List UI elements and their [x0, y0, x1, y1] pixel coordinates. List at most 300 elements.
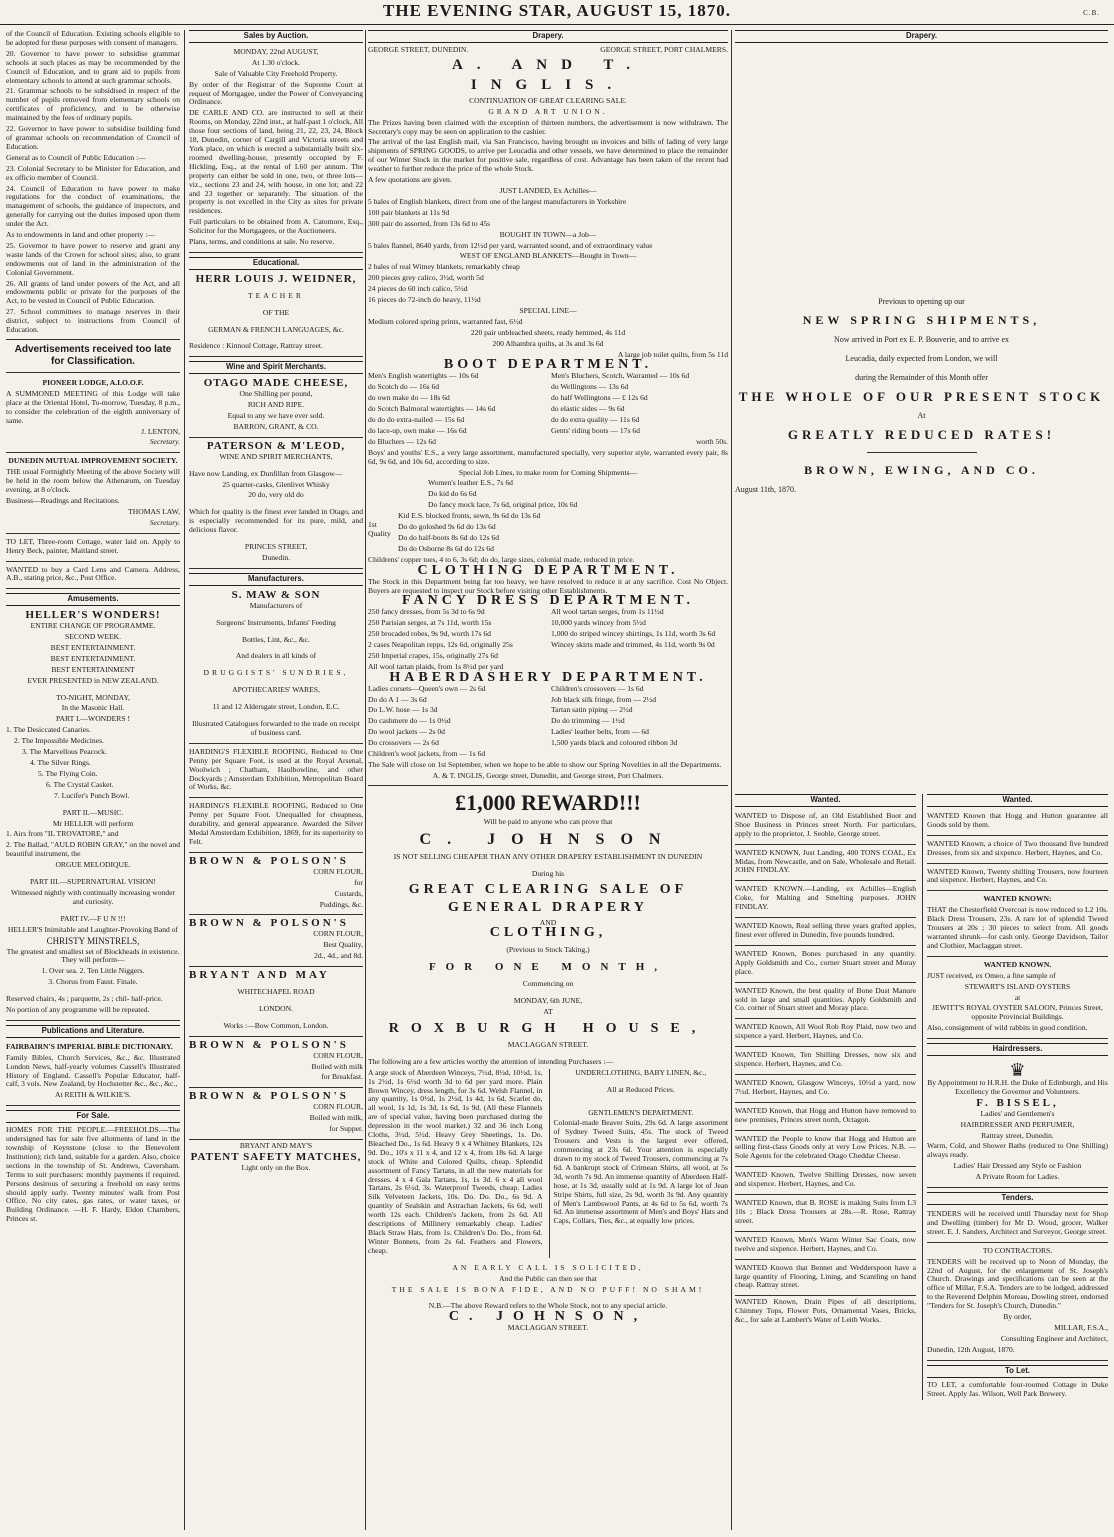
list-item: do do do extra-nailed — 15s 6d — [368, 415, 465, 424]
west-1: 2 bales of real Witney blankets, remarkably cheap — [368, 262, 520, 272]
reserved-chairs: Reserved chairs, 4s ; parquette, 2s ; chil- half-price. — [6, 994, 163, 1004]
auction-time: At 1.30 o'clock. — [251, 57, 301, 67]
not-selling: IS NOT SELLING CHEAPER THAN ANY OTHER DRAPERY ESTABLISHMENT IN DUNEDIN — [393, 851, 703, 861]
column-rule — [731, 30, 732, 1530]
just-1: 5 bales of English blankets, direct from one of the largest manufacturers in Yorkshire — [368, 196, 627, 206]
list-item: Men's English watertights — 10s 6d — [368, 371, 479, 381]
list-item: Do do A 1 — 3s 6d — [368, 694, 427, 704]
bp2-line3: 2d., 4d., and 8d. — [314, 951, 363, 961]
tender-1-text: TENDERS will be received until Thursday next for Shop and Dwelling (timber) for Mr D. Wood, grocer, Walker street. E. J. Sanders, Architect and Surveyor, George street. — [927, 1209, 1108, 1236]
clause-22: 22. Governor to have power to subsidise building fund of grammar schools on recommendation of Council of Education. — [6, 124, 180, 151]
fancy-table — [368, 608, 728, 673]
ad-hellers-wonders — [6, 609, 180, 1021]
at: AT — [543, 1006, 553, 1016]
ad-mutual-improvement — [6, 455, 180, 533]
inglis-addresses — [368, 46, 728, 55]
list-item: Wincey skirts made and trimmed, 4s 11d, worth 9s 0d — [551, 640, 715, 650]
list-item: WANTED Known, Twelve Shilling Dresses, now seven and sixpence. Herbert, Haynes, and Co. — [735, 1169, 916, 1195]
wonder-6: 6. The Crystal Casket. — [46, 779, 114, 789]
during-his: During his — [531, 868, 565, 878]
ad-bryant-may — [189, 969, 363, 1037]
corner-mark: C.B. — [1083, 9, 1100, 17]
boot-right-list — [551, 372, 728, 448]
maclaggan-street: MACLAGGAN STREET. — [507, 1039, 589, 1049]
mis-text: THE usual Fortnightly Meeting of the above Society will be held in the room below the Athenæum, on Tuesday evening, at 8 o'clock. — [6, 467, 180, 495]
boys-youths: Boys' and youths' E.S., a very large assortment, manufactured specially, very superior style, warranted every pair, 8s 6d, 9s 6d, and 10s 6d, according to size. — [368, 447, 728, 466]
part-3: PART III.—SUPERNATURAL VISION! — [30, 877, 156, 887]
section-publications: Publications and Literature. — [6, 1025, 180, 1038]
bissel-baths: Warm, Cold, and Shower Baths (reduced to One Shilling) always ready. — [927, 1141, 1108, 1160]
ad-pioneer-lodge — [6, 377, 180, 453]
wonder-7: 7. Lucifer's Punch Bowl. — [54, 790, 130, 800]
wanted-left-column — [735, 794, 916, 1400]
wk2-title: WANTED KNOWN. — [983, 959, 1052, 969]
bp3-line3: for Breakfast. — [321, 1072, 363, 1082]
masthead-title: THE EVENING STAR, AUGUST 15, 1870. — [383, 1, 731, 20]
for-one-month: FOR ONE MONTH, — [428, 961, 668, 974]
boot-left-list — [368, 372, 545, 448]
lodge-text: A SUMMONED MEETING of this Lodge will take place at the Oriental Hotel, To-morrow, Tuesday, 8 p.m., to consider the celebration of the eighth anniversary of same. — [6, 388, 180, 425]
column-2 — [189, 30, 363, 1532]
clause-25: 25. Governor to have power to reserve and grant any waste lands of the Crown for school sites; also, to grant endowments out of land in the administration of the Colonial Government. — [6, 240, 180, 277]
mis-signature: THOMAS LAW, — [128, 506, 180, 516]
mis-business: Business—Readings and Recitations. — [6, 495, 120, 505]
list-item: WANTED Known, Men's Warm Winter Sac Coats, now twelve and sixpence. Herbert, Haynes, and Co. — [735, 1234, 916, 1260]
list-item: 1,000 do striped wincey shirtings, 1s 11d, worth 3s 6d — [551, 629, 716, 639]
list-item: Do do half-boots 8s 6d do 12s 6d — [398, 532, 500, 542]
second-week: SECOND WEEK. — [65, 632, 121, 642]
list-item: do half Wellingtons — £ 12s 6d — [551, 393, 648, 403]
bissel-ladies: Ladies' and Gentlemen's — [980, 1108, 1055, 1118]
wonder-4: 4. The Silver Rings. — [30, 758, 91, 767]
haberdashery-table — [368, 685, 728, 761]
bp4-line1: CORN FLOUR, — [313, 1102, 363, 1112]
list-item: WANTED KNOWN, Just Landing, 400 TONS COAL, Ex Midas, from Newcastle, and on Sale, Wholesale and Retail. JOHN FINDLAY. — [735, 847, 916, 882]
reduced-prices: All at Reduced Prices. — [606, 1084, 675, 1094]
council-intro: of the Council of Education. Existing schools eligible to be adopted for these purposes with consent of managers. — [6, 30, 180, 47]
west-4: 16 pieces do 72-inch do heavy, 11½d — [368, 295, 481, 305]
ad-brown-ewing — [735, 296, 1108, 495]
list-item: do Wellingtons — 13s 6d — [551, 382, 629, 392]
just-3: 300 pair do assorted, from 13s 6d to 45s — [368, 218, 491, 228]
ad-fairbairn — [6, 1041, 180, 1106]
list-item: WANTED Known, the best quality of Bone Dust Manure sold in large and small quantities. Apply Goldsmith and Co. corner of Stuart street and Moray place. — [735, 985, 916, 1020]
paterson-title: PATERSON & M'LEOD, — [206, 439, 346, 452]
great-clearing-sale: GREAT CLEARING SALE OF GENERAL DRAPERY — [408, 881, 688, 915]
lodge-title: PIONEER LODGE, A.I.O.O.F. — [42, 378, 144, 387]
decarle-plans: Plans, terms, and conditions at sale. No reserve. — [189, 237, 335, 247]
bp1-line3: Custards, — [334, 888, 363, 898]
heller-inimitable: HELLER'S Inimitable and Laughter-Provoking Band of — [7, 924, 179, 934]
harding-2-text: HARDING'S FLEXIBLE ROOFING, Reduced to One Penny per Square Foot. Unequalled for cheapness, durability, and general appearance. Awarded the Silver Medal Amsterdam Exhibition, 1869, for its superiority to Felt. — [189, 801, 363, 846]
boot-department: BOOT DEPARTMENT. — [443, 357, 653, 373]
wk-text: THAT the Chesterfield Overcoat is now reduced to L2 10s. Black Dress Trousers, 23s. A rare lot of splendid Tweed Trousers at 20s ; 30 pieces to select from. All goods warranted shrunk—for cash only. George Davidson, Tailor and Clothier, Maclaggan street. — [927, 905, 1108, 950]
bissel-private: A Private Room for Ladies. — [975, 1172, 1060, 1182]
wk2-text: JUST received, ex Omeo, a fine sample of — [927, 970, 1056, 980]
bp1-title: BROWN & POLSON'S — [189, 854, 349, 867]
womens-fancy: Do fancy mock lace, 7s 6d, original price, 10s 6d — [428, 500, 578, 510]
bissel-name: F. BISSEL, — [976, 1096, 1059, 1109]
section-amusements: Amusements. — [6, 593, 180, 606]
list-item: Ladies corsets—Queen's own — 2s 6d — [368, 683, 486, 693]
otago-firm: BARRON, GRANT, & CO. — [233, 421, 319, 431]
previous-opening: Previous to opening up our — [878, 296, 965, 306]
bp4-line3: for Supper. — [329, 1124, 363, 1134]
wonder-1: 1. The Desiccated Canaries. — [6, 725, 91, 735]
maw-dealers: And dealers in all kinds of — [235, 651, 317, 661]
monday-june: MONDAY, 6th JUNE, — [513, 996, 583, 1006]
johnson-articles — [368, 1069, 728, 1258]
list-item: WANTED Known, that B. ROSE is making Suits from L3 10s ; Black Dress Trousers at 28s.—R. Rose, Rattray street. — [735, 1197, 916, 1232]
saloon: JEWITT'S ROYAL OYSTER SALOON, Princes Street, opposite Provincial Buildings. — [932, 1003, 1103, 1022]
gentlemens-department: GENTLEMEN'S DEPARTMENT. — [588, 1107, 694, 1117]
ad-bissel — [927, 1059, 1108, 1188]
list-item: Men's Bluchers, Scotch, Warranted — 10s 6d — [551, 371, 690, 381]
list-item: 250 brocaded robes, 9s 9d, worth 17s 6d — [368, 629, 491, 639]
column-4 — [735, 30, 1108, 1532]
list-item: Ladies' leather belts, from — 6d — [551, 727, 649, 737]
list-item: WANTED Known, Drain Pipes of all descriptions, Chimney Tops, Flower Pots, Ornamental Vases, Bricks, &c., for sale at Lambert's Water of Leith Works. — [735, 1297, 916, 1325]
bm-road: WHITECHAPEL ROAD — [237, 986, 315, 996]
bissel-ladies-hair: Ladies' Hair Dressed any Style or Fashion — [953, 1161, 1082, 1171]
reward-title: £1,000 REWARD!!! — [455, 789, 641, 815]
decarle-particulars: Full particulars to be obtained from A. Catomore, Esq., Solicitor for the Mortgagees, or the Auctioneers. — [189, 217, 363, 236]
copper-toes: Childrens' copper toes, 4 to 6, 3s 6d; do do, large sizes, colonial made, reduced in price. — [368, 554, 635, 564]
heller-perform: Mr HELLER will perform — [52, 818, 134, 828]
maw-catalogues: Illustrated Catalogues forwarded to the trade on receipt of business card. — [192, 719, 360, 737]
commencing: Commencing on — [522, 979, 574, 989]
list-item: Do wool jackets — 2s 0d — [368, 727, 445, 737]
during-remainder: during the Remainder of this Month offer — [855, 372, 988, 382]
list-item: WANTED Known, All Wool Rob Roy Plaid, now two and sixpence a yard. Herbert, Haynes, and Co. — [735, 1021, 916, 1047]
list-item: Tartan satin piping — 2½d — [551, 705, 633, 715]
list-item: 1,500 yards black and coloured ribbon 3d — [551, 738, 678, 748]
clothing-text: The Stock in this Department being far too heavy, we have resolved to reduce it at any sacrifice. Cost No Object. Buyers are requested to inspect our Stock before visiting other Establishments. — [368, 576, 728, 595]
best-3: BEST ENTERTAINMENT — [51, 664, 135, 674]
homes-for-people: HOMES FOR THE PEOPLE.—FREEHOLDS.—The undersigned has for sale five allotments of land in the township of Keynstone (close to the Benevolent Institution); rich land, suitable for a garden. Also, choice sections in the township of St. Andrews, Caversham. Terms to suit purchasers: monthly payments if required. Persons desirous of securing a freehold on easy terms should apply early. Twenty minutes' walk from Post Office. No city rates, gas rates, or water taxes, or Building Ordinance. —H. F. Hardy, Eldon Chambers, Princes st. — [6, 1125, 180, 1224]
list-item: 250 Parisian serges, at 7s 11d, worth 15s — [368, 618, 492, 628]
wk-title: WANTED KNOWN: — [983, 894, 1052, 904]
maw-druggists: DRUGGISTS' SUNDRIES, — [203, 668, 349, 678]
paterson-sub: WINE AND SPIRIT MERCHANTS, — [219, 451, 333, 461]
list-item: WANTED Known that Bennet and Wedderspoon have a large quantity of Flooring, Lining, and Scantling on hand cheap. Rattray street. — [735, 1262, 916, 1297]
paterson-city: Dunedin. — [261, 552, 291, 562]
divider — [6, 339, 180, 340]
paterson-text: Which for quality is the finest ever landed in Otago, and is especially recommended for its pure, mild, and delicious flavor. — [189, 507, 363, 535]
bm-title: BRYANT AND MAY — [189, 969, 330, 982]
bp1-line1: CORN FLOUR, — [313, 866, 363, 876]
special-1: Medium colored spring prints, warranted fast, 6½d — [368, 316, 523, 326]
bm-works: Works :—Bow Common, London. — [223, 1020, 329, 1030]
ad-tender-wood — [927, 1208, 1108, 1243]
otago-rich: RICH AND RIPE. — [247, 400, 305, 410]
section-hairdressers: Hairdressers. — [927, 1043, 1108, 1056]
nb-reward: N.B.—The above Reward refers to the Whole Stock, not to any special article. — [428, 1301, 668, 1311]
address-dunedin: GEORGE STREET, DUNEDIN. — [368, 44, 469, 54]
inglis-title: A. AND T. INGLIS. — [451, 56, 645, 93]
endowments-heading: As to endowments in land and other property :— — [6, 230, 155, 240]
tender-2-text: TENDERS will be received up to Noon of Monday, the 22nd of August, for the enlargement of St. Joseph's Church. Drawings and specifications can be seen at the office of Millar, F.S.A. Tenders are to be lodged, addressed to the Reverend Delphin Moreau, Dowling street, endorsed "Tenders for St. Joseph's Church, Dunedin." — [927, 1256, 1108, 1311]
now-arrived: Now arrived in Port ex E. P. Bouverie, and to arrive ex — [833, 334, 1010, 344]
wonder-5: 5. The Flying Coin. — [38, 768, 98, 778]
christy-minstrels: CHRISTY MINSTRELS, — [46, 935, 140, 946]
weidner-languages: GERMAN & FRENCH LANGUAGES, &c. — [208, 324, 344, 334]
arrival: The arrival of the last English mail, via San Francisco, having brought us invoices and bills of lading of very large shipments of SPRING GOODS, to arrive per Leucadia and other vessels, we have determined to place the remainder of our Winter Stock in the market for positive sale, regardless of cost. Advantage has been taken of the recent bad weather to further reduce the price of the whole Stock. — [368, 137, 728, 174]
bp4-line2: Boiled with milk, — [309, 1113, 363, 1123]
list-item: Gents' riding boots — 17s 6d — [551, 425, 640, 435]
clothing-department: CLOTHING DEPARTMENT. — [417, 562, 679, 578]
bp3-title: BROWN & POLSON'S — [189, 1038, 349, 1051]
ad-brown-polson-2 — [189, 917, 363, 967]
bissel-hairdresser: HAIRDRESSER AND PERFUMER, — [960, 1119, 1075, 1129]
tonight: TO-NIGHT, MONDAY, — [56, 692, 130, 702]
roxburgh-house: ROXBURGH HOUSE, — [388, 1020, 708, 1036]
list-item: WANTED Known, a choice of Two thousand five hundred Dresses, from six and sixpence. Herbert, Haynes, and Co. — [927, 838, 1108, 864]
section-for-sale: For Sale. — [6, 1110, 180, 1123]
tolet-duke-street: TO LET, a comfortable four-roomed Cottage in Duke Street. Apply Jas. Wilson, Well Park Brewery. — [927, 1379, 1108, 1398]
masthead — [0, 0, 1114, 25]
previous-stock: (Previous to Stock Taking,) — [506, 945, 590, 955]
bissel-rattray: Rattray street, Dunedin. — [981, 1130, 1054, 1140]
list-item: Do crossovers — 2s 6d — [368, 738, 439, 748]
wonder-3: 3. The Marvellous Peacock. — [22, 747, 107, 757]
to-contractors: TO CONTRACTORS. — [982, 1245, 1053, 1255]
address-port-chalmers: GEORGE STREET, PORT CHALMERS. — [600, 44, 728, 54]
list-item: do lace-up, own make — 16s 6d — [368, 425, 467, 435]
special-job: Special Job Lines, to make room for Coming Shipments— — [458, 467, 638, 477]
brown-ewing: BROWN, EWING, AND CO. — [804, 462, 1039, 477]
ad-brown-polson-3 — [189, 1039, 363, 1089]
grand-art-union: GRAND ART UNION. — [488, 106, 608, 116]
maclaggan-2: MACLAGGAN STREET. — [507, 1323, 589, 1333]
auction-title: Sale of Valuable City Freehold Property. — [214, 68, 338, 78]
column-rule — [365, 30, 366, 1530]
otago-price: One Shilling per pound, — [239, 389, 313, 399]
orgue: ORGUE MELODIQUE. — [55, 860, 131, 870]
ad-paterson-mleod — [189, 440, 363, 569]
new-spring: NEW SPRING SHIPMENTS, — [802, 312, 1041, 327]
column-rule — [184, 30, 185, 1530]
part-4: PART IV.—F U N !!! — [60, 913, 126, 923]
bp1-line4: Puddings, &c. — [319, 899, 363, 909]
section-wanted-left: Wanted. — [735, 794, 916, 807]
clause-24: 24. Council of Education to have power to make regulations for the conduct of examinations, the management of schools, the guidance of inspectors, and generally for carrying out the duties imposed upon them under the Act. — [6, 183, 180, 229]
bona-fide: THE SALE IS BONA FIDE, AND NO PUFF! NO SHAM! — [391, 1284, 705, 1294]
fun-2: 3. Chorus from Faust. Finale. — [48, 977, 138, 987]
by-order: By order, — [1003, 1312, 1032, 1322]
ad-otago-cheese — [189, 377, 363, 438]
mis-role: Secretary. — [149, 517, 180, 527]
greatly-reduced: GREATLY REDUCED RATES! — [787, 426, 1056, 442]
weidner-name: HERR LOUIS J. WEIDNER, — [195, 272, 357, 285]
johnson-left-items: A arge stock of Aberdeen Winceys, 7½d, 8½d, 10½d, 1s, 1s 2½d, 1s 6½d worth 3d to 6d per yard more. Plain Brown Wincey, dress length, for 3s 6d. Welsh Flannel, in any quantity, 1s 0½d, 1s 2½d, 1s 4d, 1s 6d. Scarlet do, all wool, 1s 1d, 1s 3d, 1s 6d, 1s 9d. (All these Flannels are of special value, having been purchased during the depression in the wool market.) 32 and 36 inch Long Cloths, 3½d, 5½d. Heavy Grey Sheetings, 1s. Do. Bleached Do., 1s 6d. Heavy 9 x 4 Whitney Blankets, 12s 9d. Do., 10's x 11 x 4, and 12 x 4, from 18s 6d. A large stock of White and Colored Quilts, cheap. Splendid assortment of Fancy Tartans, in all the new materials for dresses. 4 x 4 Gala Tartans, 1s, 1s 3d. 6 x 4 all wool Tartans, 2s 6½d, 3s. Waterproof Tweeds, cheap. Ladies Silk Velveteen Jackets, 10s. Do. Do. Do., 6s 9d. A quantity of Sealskin and Astrachan Jackets, 6s 6d, well worth 12s each. Children's Jackets, from 2s 6d. All descriptions of Millinery remarkably cheap. Ladies' Black Straw Hats, from 1s. Children's Do. Do., from 6d. Winter Bonnets, from 2s 6d. Feathers and Flowers, cheap. — [368, 1067, 543, 1255]
bp3-line1: CORN FLOUR, — [313, 1050, 363, 1060]
public-see: And the Public can then see that — [499, 1273, 597, 1283]
otago-title: OTAGO MADE CHEESE, — [203, 377, 349, 390]
first-quality-table — [368, 512, 728, 556]
list-item: Do do trimming — 1½d — [551, 716, 625, 726]
dunedin-date: Dunedin, 12th August, 1870. — [927, 1344, 1015, 1354]
list-item: WANTED Known, Twenty shilling Trousers, now fourteen and sixpence. Herbert, Haynes, and Co. — [927, 866, 1108, 892]
consulting: Consulting Engineer and Architect, — [1000, 1333, 1108, 1343]
late-heading-line1: Advertisements received too late — [14, 344, 172, 355]
part-1: PART I.—WONDERS ! — [55, 714, 130, 724]
whole-stock: THE WHOLE OF OUR PRESENT STOCK — [738, 388, 1105, 404]
section-sales-by-auction: Sales by Auction. — [189, 30, 363, 43]
column-1 — [6, 30, 180, 1532]
list-item: do own make do — 18s 6d — [368, 393, 450, 403]
divider — [368, 785, 728, 786]
maw-of: Manufacturers of — [249, 600, 303, 610]
wanted-right-column — [922, 794, 1108, 1400]
list-item: Children's wool jackets, from — 1s 6d — [368, 749, 486, 759]
womens-leather: Women's leather E.S., 7s 6d — [428, 478, 513, 488]
list-item: Do L.W. hose — 1s 3d — [368, 705, 438, 715]
list-item: 250 Imperial crapes, 15s, originally 27s 6d — [368, 650, 498, 660]
boot-table — [368, 372, 728, 448]
list-item: All wool tartan plaids, from 1s 8½d per yard — [368, 661, 504, 671]
wanted-area — [735, 794, 1108, 1400]
section-drapery: Drapery. — [368, 30, 728, 43]
mis-title: DUNEDIN MUTUAL IMPROVEMENT SOCIETY. — [8, 456, 178, 466]
witness: Witnessed nightly with continually increasing wonder and curiosity. — [11, 887, 175, 906]
list-item: WANTED Known, Bones purchased in any quantity. Apply Goldsmith and Co., corner Stuart street and Moray place. — [735, 948, 916, 983]
maw-title: S. MAW & SON — [231, 588, 321, 601]
list-item: Do do Osborne 8s 6d do 12s 6d — [398, 543, 494, 553]
and: AND — [539, 917, 557, 927]
bp2-line1: CORN FLOUR, — [313, 929, 363, 939]
bp2-line2: Best Quality, — [323, 940, 363, 950]
ad-to-let-cottage — [6, 536, 180, 562]
ad-tender-st-josephs — [927, 1245, 1108, 1361]
list-item: Do do goloshed 9s 6d do 13s 6d — [398, 522, 496, 532]
following: The following are a few articles worthy the attention of intending Purchasers :— — [368, 1056, 614, 1066]
special-2: 220 pair unbleached sheets, ready hemmed, 4s 11d — [470, 327, 626, 337]
leucadia: Leucadia, daily expected from London, we will — [845, 353, 998, 363]
underclothing: UNDERCLOTHING, BABY LINEN, &c., — [575, 1067, 707, 1077]
ad-harding-1 — [189, 746, 363, 799]
bm2-title: BRYANT AND MAY'S — [239, 1140, 313, 1150]
early-call: AN EARLY CALL IS SOLICITED, — [452, 1262, 644, 1272]
ad-brown-polson-4 — [189, 1090, 363, 1140]
ad-de-carle — [189, 46, 363, 253]
lodge-signature: J. LENTON, — [141, 426, 180, 436]
weidner-of: OF THE — [262, 307, 290, 317]
list-item: 10,000 yards wincey from 5½d — [551, 618, 646, 628]
list-item: WANTED Known that Hogg and Hutton guarantee all Goods sold by them. — [927, 810, 1108, 836]
paterson-quarter: 25 quarter-casks, Glenlivet Whisky — [222, 479, 330, 489]
millar: MILLAR, F.S.A., — [1054, 1322, 1108, 1332]
best-1: BEST ENTERTAINMENT. — [50, 642, 136, 652]
list-item: do do extra quality — 11s 6d — [551, 415, 640, 424]
auction-date: MONDAY, 22nd AUGUST, — [233, 46, 319, 56]
reward-paid: Will be paid to anyone who can prove that — [483, 816, 613, 826]
clause-23: 23. Colonial Secretary to be Minister for Education, and ex officio member of Council. — [6, 163, 180, 182]
ad-weidner — [189, 273, 363, 358]
list-item: do Scotch do — 16s 6d — [368, 382, 440, 392]
section-manufacturers: Manufacturers. — [189, 573, 363, 586]
no-portion: No portion of any programme will be repeated. — [6, 1005, 150, 1015]
reith-wilkie: At REITH & WILKIE'S. — [55, 1090, 131, 1100]
column-3 — [368, 30, 728, 1532]
list-item: WANTED Known, Real selling three years grafted apples, finest ever offered in Dunedin, five pounds hundred. — [735, 920, 916, 946]
just-2: 100 pair blankets at 11s 9d — [368, 207, 450, 217]
fancy-dress-department: FANCY DRESS DEPARTMENT. — [401, 593, 695, 609]
general-heading: General as to Council of Public Education :— — [6, 152, 146, 162]
johnson-right-items: Colonial-made Beaver Suits, 29s 6d. A large assortment of Sydney Tweed Suits, 45s. The stock of Tweed Trousers and Vests is the largest ever offered, commencing at 23s 6d. Your attention is especially drawn to my stock of Tweed Trousers, commencing at 7s 6d. A bankrupt stock of Crimean Shirts, all wool, at 5s 3d, worth 7s 9d. An immense quantity of Aberdeen Half-hose, at 1s 3d, usually sold at 1s 9d. A large lot of Jean Stripe Shirts, full size, 2s 9d, worth 3s 9d. Any quantity of Men's Lambswool Pants, at 4s 6d to 5s 6d, worth 7s 6d. An immense assortment of Men's and Boys' Hats and Caps, Collars, Ties, &c., at equally low prices. — [553, 1118, 728, 1226]
part-2: PART II.—MUSIC. — [62, 807, 124, 817]
divider — [6, 372, 180, 373]
paterson-have: Have now Landing, ex Dunfillan from Glasgow— — [189, 468, 343, 478]
special-line: SPECIAL LINE— — [519, 305, 577, 315]
quotations: A few quotations are given. — [368, 175, 452, 185]
at-label: At — [917, 410, 926, 420]
list-item: WANTED Known, that Hogg and Hutton have removed to new premises, Princes street north, Octagon. — [735, 1105, 916, 1131]
section-educational: Educational. — [189, 257, 363, 270]
weidner-residence: Residence : Kinnoul Cottage, Rattray street. — [189, 341, 323, 351]
ad-wanted-camera — [6, 564, 180, 590]
clothing-title: CLOTHING, — [489, 925, 607, 941]
clause-27: 27. School committees to manage reserves in their district, subject to instructions from Council of Education. — [6, 307, 180, 335]
music-1: 1. Airs from "IL TROVATORE," and — [6, 829, 119, 839]
ad-brown-polson-1 — [189, 855, 363, 916]
greatest: The greatest and smallest set of Blockheads in existence. They will perform— — [6, 946, 180, 965]
bp1-line2: for — [354, 877, 363, 887]
section-wine-spirit: Wine and Spirit Merchants. — [189, 361, 363, 374]
maw-bottles: Bottles, Lint, &c., &c. — [242, 634, 310, 644]
bp2-title: BROWN & POLSON'S — [189, 917, 349, 930]
harding-1-text: HARDING'S FLEXIBLE ROOFING, Reduced to One Penny per Square Foot, is used at the Royal Arsenal, Woolwich ; Chatham, Haulbowline, and other Dockyards ; Amsterdam Exhibition, Metropolitan Board of Works, &c. — [189, 746, 363, 792]
lodge-role: Secretary. — [149, 437, 180, 447]
at-2: at — [1014, 992, 1021, 1002]
list-item: Do cashmere do — 1s 0½d — [368, 716, 451, 726]
fairbairn-title: FAIRBAIRN'S IMPERIAL BIBLE DICTIONARY. — [6, 1041, 173, 1051]
section-tenders: Tenders. — [927, 1192, 1108, 1205]
bought-1: 5 bales flannel, 8640 yards, from 12½d per yard, warranted sound, and of extraordinary value — [368, 240, 653, 250]
special-3: 200 Alhambra quilts, at 3s and 3s 6d — [492, 338, 604, 348]
ad-oyster-saloon — [927, 959, 1108, 1039]
wonder-2: 2. The Impossible Medicines. — [14, 736, 104, 746]
bp4-title: BROWN & POLSON'S — [189, 1090, 349, 1103]
otago-equal: Equal to any we have ever sold. — [227, 411, 325, 420]
list-item: All wool tartan serges, from 1s 11½d — [551, 607, 664, 617]
paterson-old: 20 do, very old do — [248, 490, 304, 500]
list-item: do Bluchers — 12s 6d — [368, 436, 436, 446]
list-item: Children's crossovers — 1s 6d — [551, 683, 644, 693]
list-item: WANTED Known, Glasgow Winceys, 10½d a yard, now 7½d. Herbert, Haynes, and Co. — [735, 1077, 916, 1103]
ad-maw-son — [189, 589, 363, 744]
list-item: WANTED the People to know that Hogg and Hutton are selling first-class Goods only at very Low Prices. N.B. —Sole Agents for the celebrated Otago Cheddar Cheese. — [735, 1133, 916, 1168]
ever-presented: EVER PRESENTED in NEW ZEALAND. — [27, 675, 159, 685]
list-item: 2 cases Neapolitan repps, 12s 6d, originally 25s — [368, 640, 513, 650]
list-item: 250 fancy dresses, from 5s 3d to 6s 9d — [368, 607, 485, 617]
heller-change: ENTIRE CHANGE OF PROGRAMME. — [30, 621, 156, 631]
west-of-england: WEST OF ENGLAND BLANKETS—Bought in Town— — [459, 251, 637, 261]
just-landed: JUST LANDED, Ex Achilles— — [499, 185, 597, 195]
bm2-big: PATENT SAFETY MATCHES, — [190, 1150, 362, 1163]
paterson-address: PRINCES STREET, — [244, 542, 308, 552]
section-to-let: To Let. — [927, 1365, 1108, 1378]
appointment: By Appointment to H.R.H. the Duke of Edinburgh, and His Excellency the Governor and Volunteers. — [927, 1078, 1108, 1096]
ad-harding-2 — [189, 800, 363, 853]
west-3: 24 pieces do 60 inch calico, 5½d — [368, 284, 468, 294]
decarle-text: DE CARLE AND CO. are instructed to sell at their Rooms, on Monday, 22nd inst., at half-past 1 o'clock, All those four sections of land, being 21, 22, 23, 24, Block 18, Dunedin, corner of Cargill and Victoria streets and York place, on which is erected a substantially built six-roomed dwelling-house, presently occupied by F. Hickling, Esq., at the rental of L60 per annum. The property can either be sold in one, two, or three lots—viz., sections 23 and 24, with house, in one lot; and 22 and 23 together or separately. The situation of the property is not excelled in the City as sites for private residences. — [189, 108, 363, 216]
maw-address: 11 and 12 Aldersgate street, London, E.C. — [212, 702, 340, 712]
bm-city: LONDON. — [259, 1003, 293, 1013]
list-item: WANTED Known, Ten Shilling Dresses, now six and sixpence. Herbert, Haynes, and Co. — [735, 1049, 916, 1075]
late-heading-line2: for Classification. — [51, 356, 135, 367]
bm2-light: Light only on the Box. — [241, 1162, 311, 1172]
